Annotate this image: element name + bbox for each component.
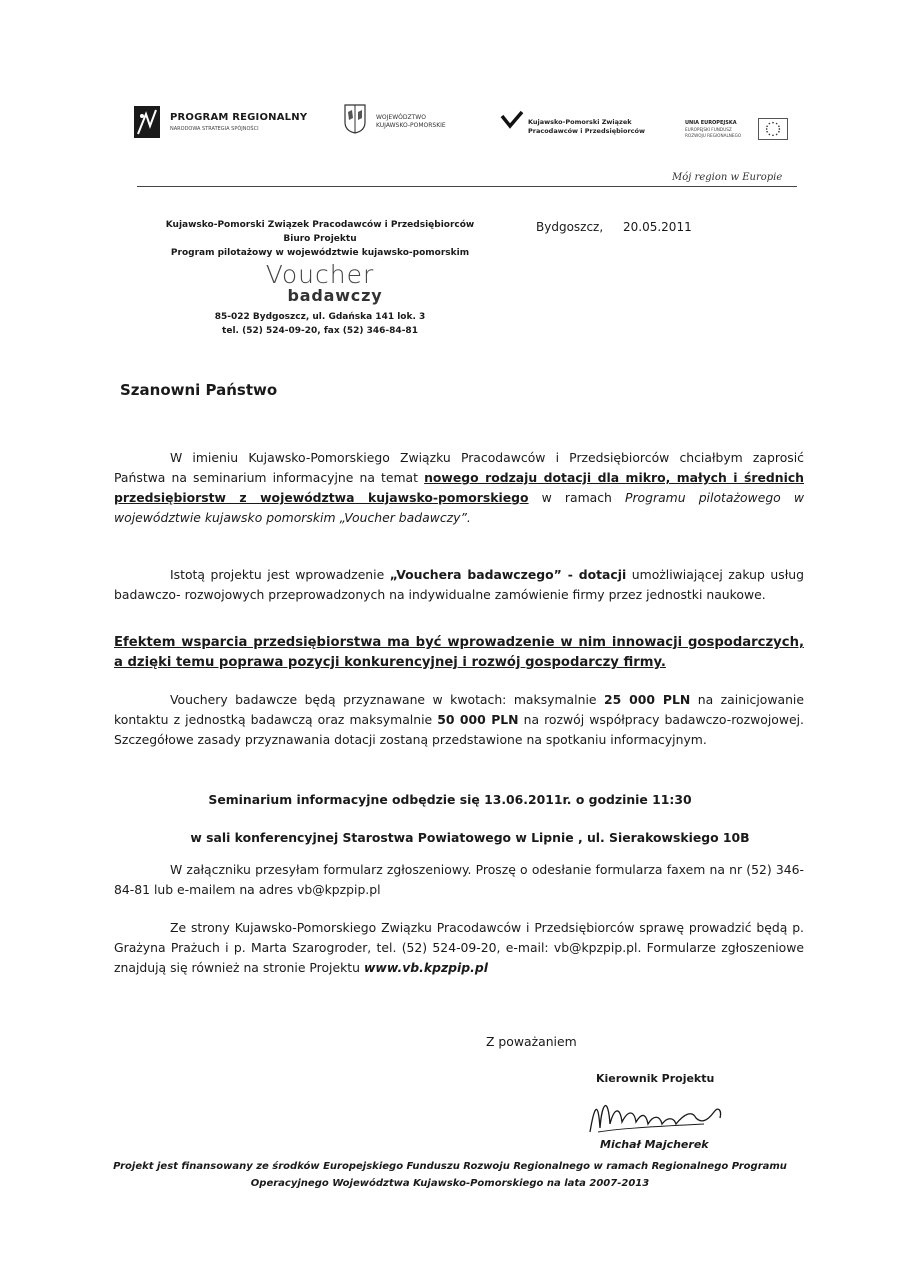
p1-program: Programu pilotażowego w województwie kujawsko pomorskim „Voucher badawczy”.	[114, 490, 804, 525]
eu-line2: EUROPEJSKI FUNDUSZ	[685, 127, 732, 132]
paragraph-attachment	[114, 860, 804, 900]
p5-text: W załączniku przesyłam formularz zgłoszeniowy. Proszę o odesłanie formularza faxem na nr (52) 346-84-81 lub e-mailem na adres vb@kpzpip.pl	[114, 862, 804, 897]
voucher-logo-line1: Voucher	[265, 260, 375, 289]
header-rule	[137, 186, 797, 187]
wojewodztwo-logo	[344, 104, 474, 144]
sender-address: 85-022 Bydgoszcz, ul. Gdańska 141 lok. 3	[214, 312, 426, 322]
sender-office: Biuro Projektu	[283, 234, 357, 244]
dateline	[536, 220, 692, 234]
funding-footer	[0, 1158, 900, 1192]
wojewodztwo-line1: WOJEWÓDZTWO	[376, 114, 426, 121]
motto: Mój region w Europie	[672, 172, 783, 183]
footer-line1: Projekt jest finansowany ze środków Europejskiego Funduszu Rozwoju Regionalnego w ramach Regionalnego Programu	[113, 1161, 787, 1172]
sender-phone: tel. (52) 524-09-20, fax (52) 346-84-81	[222, 326, 418, 336]
program-regionalny-logo	[130, 104, 310, 144]
program-regionalny-title: PROGRAM REGIONALNY	[170, 112, 308, 123]
manager-title: Kierownik Projektu	[596, 1072, 715, 1085]
p1-topic: nowego rodzaju dotacji dla mikro, małych i średnich przedsiębiorstw z województwa kujawsko-pomorskiego	[114, 470, 804, 505]
sender-program: Program pilotażowy w województwie kujawsko-pomorskim	[170, 248, 470, 258]
p2-rest: umożliwiającej zakup usług badawczo- rozwojowych przeprowadzonych na indywidualne zamówienie firmy przez jednostki naukowe.	[114, 567, 804, 602]
sender-org: Kujawsko-Pomorski Związek Pracodawców i Przedsiębiorców	[165, 220, 475, 230]
p4-amount2: 50 000 PLN	[437, 712, 519, 727]
date: 20.05.2011	[623, 220, 692, 234]
p2-voucher: „Vouchera badawczego” - dotacji	[389, 567, 627, 582]
kpzpip-logo	[500, 110, 660, 150]
kpzpip-line1: Kujawsko-Pomorski Związek	[528, 118, 632, 126]
program-regionalny-subtitle: NARODOWA STRATEGIA SPÓJNOŚCI	[170, 126, 259, 132]
eu-logo	[680, 114, 800, 154]
paragraph-amounts	[114, 690, 804, 750]
handwritten-signature	[584, 1088, 744, 1142]
kpzpip-line2: Pracodawców i Przedsiębiorców	[528, 127, 645, 135]
p6-text: Ze strony Kujawsko-Pomorskiego Związku Pracodawców i Przedsiębiorców sprawę prowadzić będą p. Grażyna Prażuch i p. Marta Szarogroder, tel. (52) 524-09-20, e-mail: vb@kpzpip.pl. Formularze zgłoszeniowe znajdują się również na stronie Projektu	[114, 920, 804, 975]
kpzpip-icon	[500, 110, 524, 130]
paragraph-contact	[114, 918, 804, 978]
manager-name: Michał Majcherek	[600, 1138, 709, 1151]
p1-mid: w ramach	[528, 490, 625, 505]
program-regionalny-icon	[130, 104, 162, 140]
seminar-date: Seminarium informacyjne odbędzie się 13.06.2011r. o godzinie 11:30	[208, 792, 692, 807]
p4-amount1: 25 000 PLN	[604, 692, 691, 707]
paragraph-invitation	[114, 448, 804, 528]
wojewodztwo-line2: KUJAWSKO-POMORSKIE	[376, 122, 446, 129]
project-website-link[interactable]: www.vb.kpzpip.pl	[363, 960, 488, 975]
eu-line1: UNIA EUROPEJSKA	[685, 120, 737, 126]
coat-of-arms-icon	[344, 104, 366, 134]
eu-flag-icon	[758, 118, 788, 140]
salutation: Szanowni Państwo	[120, 381, 278, 399]
p4-text: Vouchery badawcze będą przyznawane w kwotach: maksymalnie	[170, 692, 605, 707]
p2-text: Istotą projektu jest wprowadzenie	[170, 567, 390, 582]
seminar-place: w sali konferencyjnej Starostwa Powiatowego w Lipnie , ul. Sierakowskiego 10B	[190, 830, 750, 845]
paragraph-effect: Efektem wsparcia przedsiębiorstwa ma być wprowadzenie w nim innowacji gospodarczych, a dzięki temu poprawa pozycji konkurencyjnej i rozwój gospodarczy firmy.	[114, 635, 804, 670]
sender-block	[150, 218, 490, 338]
p1-text: W imieniu Kujawsko-Pomorskiego Związku Pracodawców i Przedsiębiorców chciałbym zaprosić Państwa na seminarium informacyjne na temat	[114, 450, 804, 485]
paragraph-essence	[114, 565, 804, 605]
p4-mid: na zainicjowanie kontaktu z jednostką badawczą oraz maksymalnie	[114, 692, 804, 727]
voucher-logo-line2: badawczy	[287, 286, 383, 305]
footer-line2: Operacyjnego Województwa Kujawsko-Pomorskiego na lata 2007-2013	[250, 1178, 650, 1189]
eu-line3: ROZWOJU REGIONALNEGO	[685, 133, 742, 138]
place: Bydgoszcz,	[536, 220, 604, 234]
closing-regards: Z poważaniem	[486, 1034, 577, 1049]
p4-rest: na rozwój współpracy badawczo-rozwojowej. Szczegółowe zasady przyznawania dotacji zostaną przedstawione na spotkaniu informacyjnym.	[114, 712, 804, 747]
logo-strip	[0, 98, 900, 158]
